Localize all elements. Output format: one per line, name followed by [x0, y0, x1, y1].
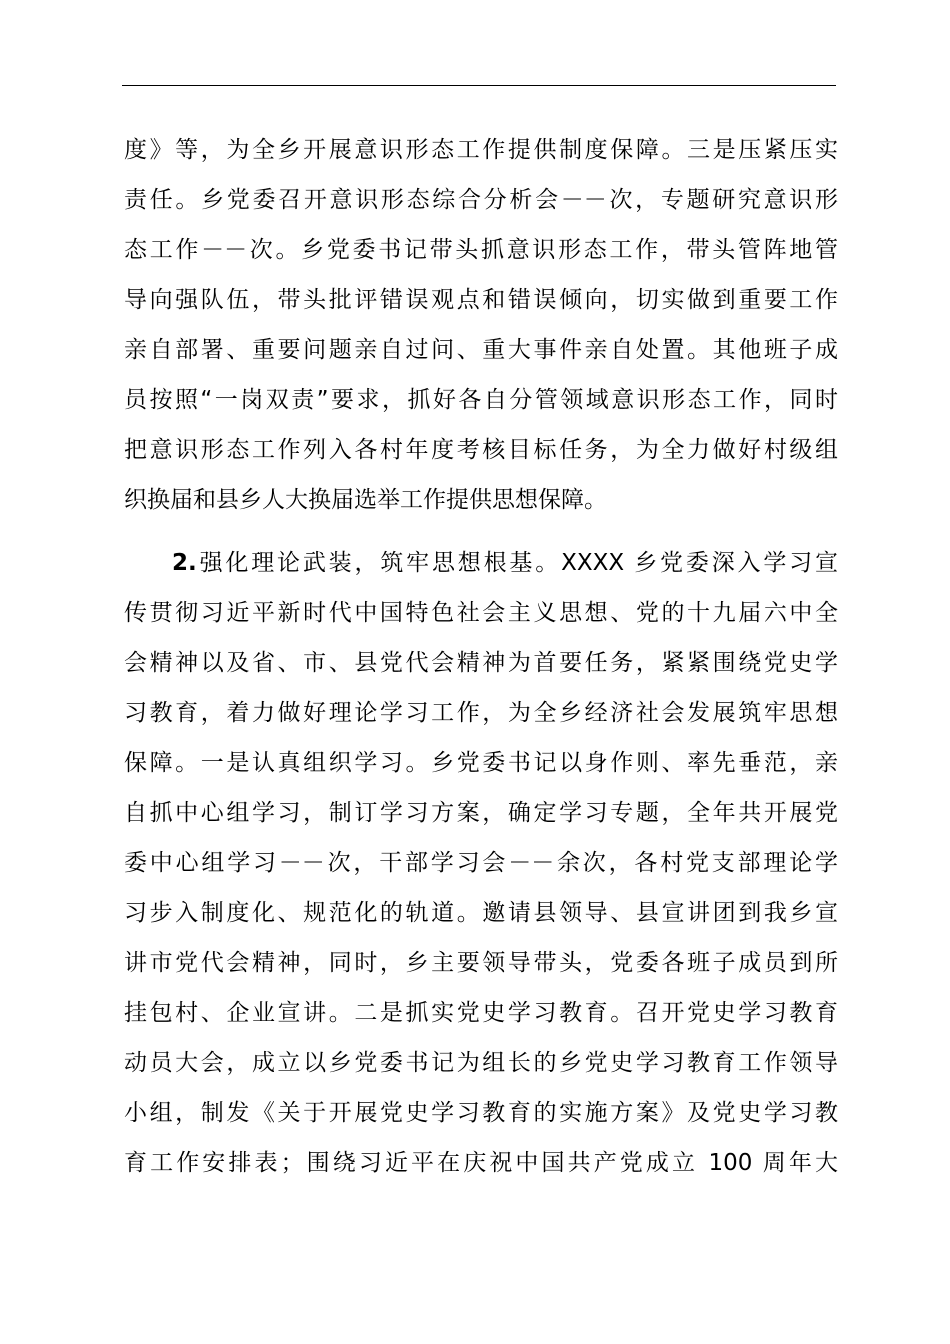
- paragraph-2-lead-text: 强化理论武装，筑牢思想根基。XXXX 乡党委深入学习宣: [196, 550, 838, 576]
- text-line: 保障。一是认真组织学习。乡党委书记以身作则、率先垂范，亲: [124, 750, 838, 776]
- text-line: 育工作安排表；围绕习近平在庆祝中国共产党成立 100 周年大: [124, 1150, 838, 1176]
- paragraph-2: [124, 538, 838, 1188]
- text-line: 会精神以及省、市、县党代会精神为首要任务，紧紧围绕党史学: [124, 650, 838, 676]
- text-line: 挂包村、企业宣讲。二是抓实党史学习教育。召开党史学习教育: [124, 1000, 838, 1026]
- text-line: 导向强队伍，带头批评错误观点和错误倾向，切实做到重要工作: [124, 287, 838, 313]
- text-line: 把意识形态工作列入各村年度考核目标任务，为全力做好村级组: [124, 437, 838, 463]
- paragraph-1: [124, 125, 838, 525]
- text-line: 委中心组学习－－次，干部学习会－－余次，各村党支部理论学: [124, 850, 838, 876]
- text-line: 自抓中心组学习，制订学习方案，确定学习专题，全年共开展党: [124, 800, 838, 826]
- text-line: 动员大会，成立以乡党委书记为组长的乡党史学习教育工作领导: [124, 1050, 838, 1076]
- text-line: 小组，制发《关于开展党史学习教育的实施方案》及党史学习教: [124, 1100, 838, 1126]
- text-line: 习步入制度化、规范化的轨道。邀请县领导、县宣讲团到我乡宣: [124, 900, 838, 926]
- document-body: [124, 125, 838, 1188]
- text-line: 习教育，着力做好理论学习工作，为全乡经济社会发展筑牢思想: [124, 700, 838, 726]
- paragraph-number: 2.: [172, 550, 197, 576]
- paragraph-gap: [124, 525, 838, 538]
- text-line: 讲市党代会精神，同时，乡主要领导带头，党委各班子成员到所: [124, 950, 838, 976]
- text-line: 责任。乡党委召开意识形态综合分析会－－次，专题研究意识形: [124, 187, 838, 213]
- text-line: 度》等，为全乡开展意识形态工作提供制度保障。三是压紧压实: [124, 137, 838, 163]
- text-line: 织换届和县乡人大换届选举工作提供思想保障。: [124, 487, 607, 513]
- text-line: 亲自部署、重要问题亲自过问、重大事件亲自处置。其他班子成: [124, 337, 838, 363]
- text-line: 传贯彻习近平新时代中国特色社会主义思想、党的十九届六中全: [124, 600, 838, 626]
- text-line: 态工作－－次。乡党委书记带头抓意识形态工作，带头管阵地管: [124, 237, 838, 263]
- text-line: 员按照“一岗双责”要求，抓好各自分管领域意识形态工作，同时: [124, 387, 838, 413]
- paragraph-2-first-line: [124, 538, 838, 588]
- header-rule: [122, 85, 836, 86]
